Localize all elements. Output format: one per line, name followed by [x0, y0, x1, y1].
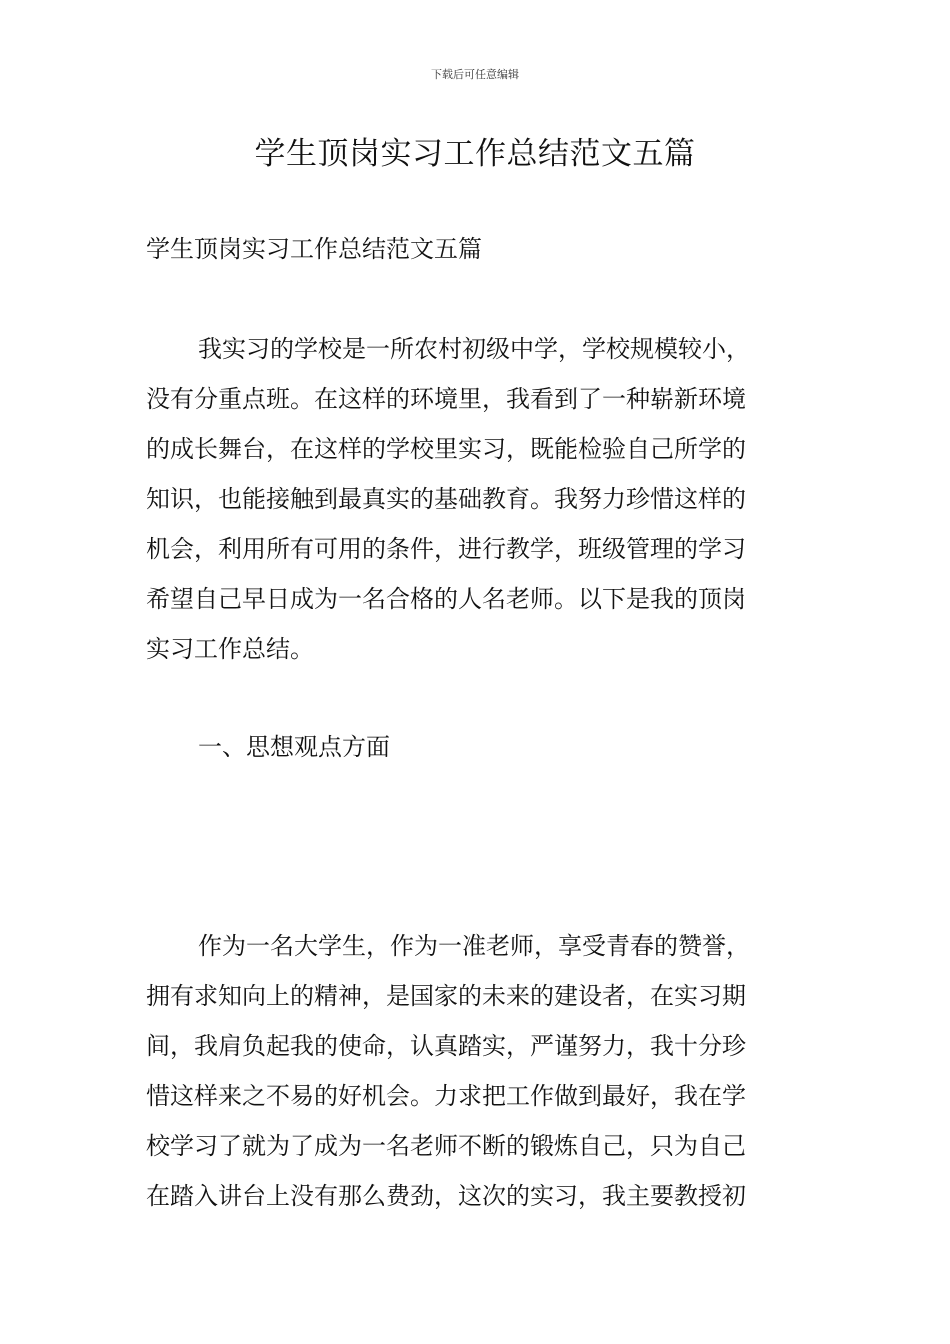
paragraph-line: 惜这样来之不易的好机会。力求把工作做到最好，我在学	[146, 1082, 746, 1110]
document-title: 学生顶岗实习工作总结范文五篇	[254, 136, 696, 172]
paragraph-line: 希望自己早日成为一名合格的人名老师。以下是我的顶岗	[146, 585, 746, 613]
paragraph-thought	[146, 921, 806, 1221]
paragraph-line: 校学习了就为了成为一名老师不断的锻炼自己，只为自己	[146, 1132, 746, 1160]
paragraph-line: 作为一名大学生，作为一准老师，享受青春的赞誉，	[198, 932, 750, 960]
document-subtitle: 学生顶岗实习工作总结范文五篇	[146, 235, 482, 263]
paragraph-line: 拥有求知向上的精神，是国家的未来的建设者，在实习期	[146, 982, 746, 1010]
paragraph-line: 的成长舞台，在这样的学校里实习，既能检验自己所学的	[146, 435, 746, 463]
paragraph-line: 机会，利用所有可用的条件，进行教学，班级管理的学习	[146, 535, 746, 563]
page-header-note: 下载后可任意编辑	[431, 68, 519, 81]
paragraph-line: 间，我肩负起我的使命，认真踏实，严谨努力，我十分珍	[146, 1032, 746, 1060]
paragraph-line: 实习工作总结。	[146, 635, 314, 663]
paragraph-line: 在踏入讲台上没有那么费劲，这次的实习，我主要教授初	[146, 1182, 746, 1210]
section-heading-thought: 一、思想观点方面	[198, 733, 390, 761]
paragraph-intro	[146, 324, 806, 674]
paragraph-line: 没有分重点班。在这样的环境里，我看到了一种崭新环境	[146, 385, 746, 413]
paragraph-line: 我实习的学校是一所农村初级中学，学校规模较小，	[198, 335, 750, 363]
paragraph-line: 知识，也能接触到最真实的基础教育。我努力珍惜这样的	[146, 485, 746, 513]
